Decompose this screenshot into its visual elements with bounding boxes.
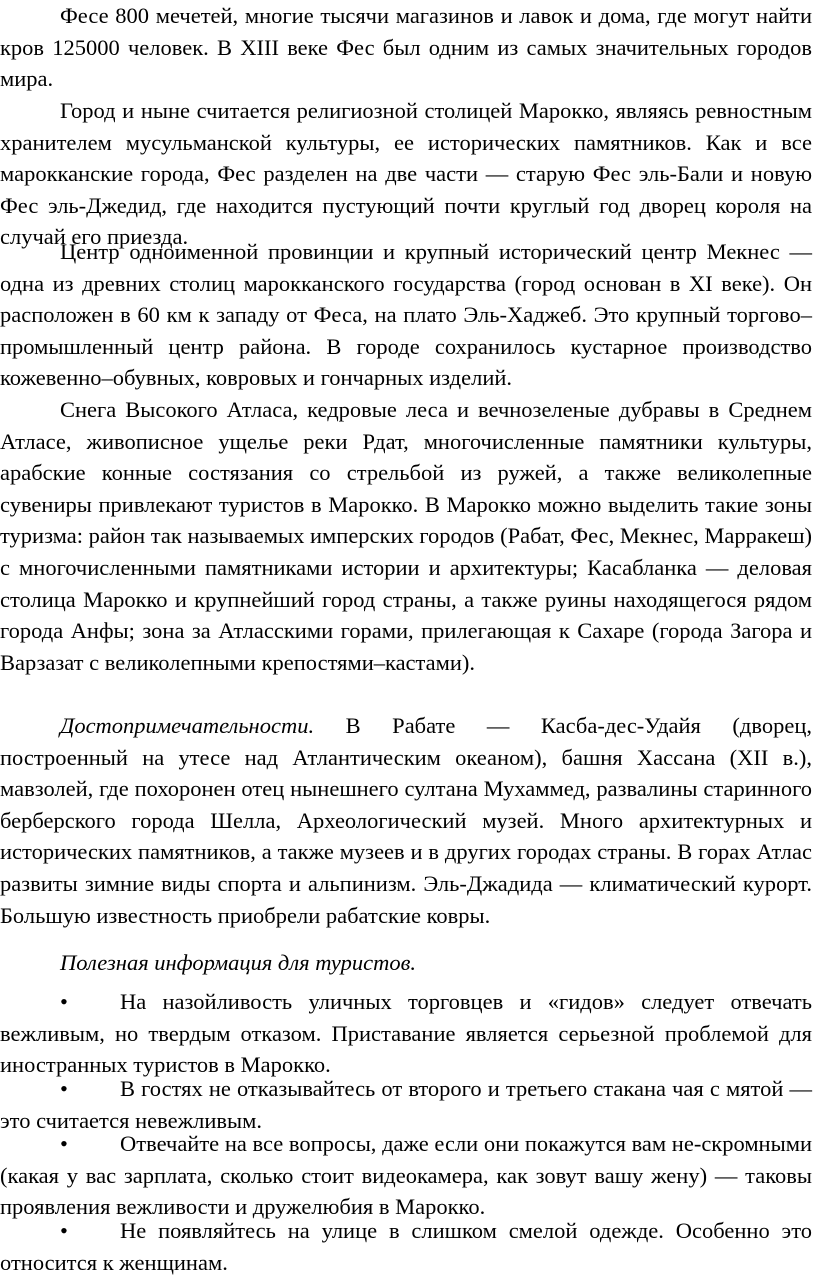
paragraph-tourism-zones: Снега Высокого Атласа, кедровые леса и вечнозеленые дубравы в Среднем Атласе, живописное ущелье реки Рдат, многочисленные памятники культуры, арабские конные состязания со стрельбой из ружей, а также великолепные сувениры привлекают туристов в Марокко. В Марокко можно выделить такие зоны туризма: район так называемых имперских городов (Рабат, Фес, Мекнес, Марракеш) с многочисленными памятниками истории и архитектуры; Касабланка — деловая столица Марокко и крупнейший город страны, а также руины находящегося рядом города Анфы; зона за Атласскими горами, прилегающая к Сахаре (города Загора и Варзазат с великолепными крепостями–кастами).	[0, 397, 813, 675]
bullet-icon: •	[60, 1218, 68, 1243]
paragraph-attractions	[0, 710, 812, 931]
useful-info-heading: Полезная информация для туристов.	[60, 950, 416, 975]
bullet-icon: •	[60, 1076, 68, 1101]
bullet-icon: •	[60, 1131, 68, 1156]
paragraph-fes-mosques: Фесе 800 мечетей, многие тысячи магазинов и лавок и дома, где могут найти кров 125000 человек. В XIII веке Фес был одним из самых значительных городов мира.	[0, 3, 812, 92]
tip-text: Не появляйтесь на улице в слишком смелой одежде. Особенно это относится к женщинам.	[0, 1218, 812, 1275]
tip-item	[0, 1215, 812, 1278]
paragraph-fes-religious-capital: Город и ныне считается религиозной столицей Марокко, являясь ревностным хранителем мусульманской культуры, ее исторических памятников. Как и все марокканские города, Фес разделен на две части — старую Фес эль-Бали и новую Фес эль-Джедид, где находится пустующий почти круглый год дворец короля на случай его приезда.	[0, 98, 812, 250]
tip-text: Отвечайте на все вопросы, даже если они покажутся вам не-скромными (какая у вас зарплата, сколько стоит видеокамера, как зовут вашу жену) — таковы проявления вежливости и дружелюбия в Марокко.	[0, 1131, 812, 1220]
tip-item	[0, 1073, 812, 1136]
bullet-icon: •	[60, 989, 68, 1014]
tip-text: На назойливость уличных торговцев и «гидов» следует отвечать вежливым, но твердым отказом. Приставание является серьезной проблемой для иностранных туристов в Марокко.	[0, 989, 812, 1078]
tip-text: В гостях не отказывайтесь от второго и третьего стакана чая с мятой — это считается невежливым.	[0, 1076, 812, 1133]
tip-item	[0, 1128, 812, 1223]
attractions-body: В Рабате — Касба-дес-Удайя (дворец, построенный на утесе над Атлантическим океаном), башня Хассана (XII в.), мавзолей, где похоронен отец нынешнего султана Мухаммед, развалины старинного берберского города Шелла, Археологический музей. Много архитектурных и исторических памятников, а также музеев и в других городах страны. В горах Атлас развиты зимние виды спорта и альпинизм. Эль-Джадида — климатический курорт. Большую известность приобрели рабатские ковры.	[0, 713, 812, 928]
paragraph-meknes: Центр одноименной провинции и крупный исторический центр Мекнес — одна из древних столиц марокканского государства (город основан в XI веке). Он расположен в 60 км к западу от Феса, на плато Эль-Хаджеб. Это крупный торгово–промышленный центр района. В городе сохранилось кустарное производство кожевенно–обувных, ковровых и гончарных изделий.	[0, 239, 812, 391]
attractions-heading: Достопримечательности.	[60, 713, 315, 738]
tip-item	[0, 986, 812, 1081]
